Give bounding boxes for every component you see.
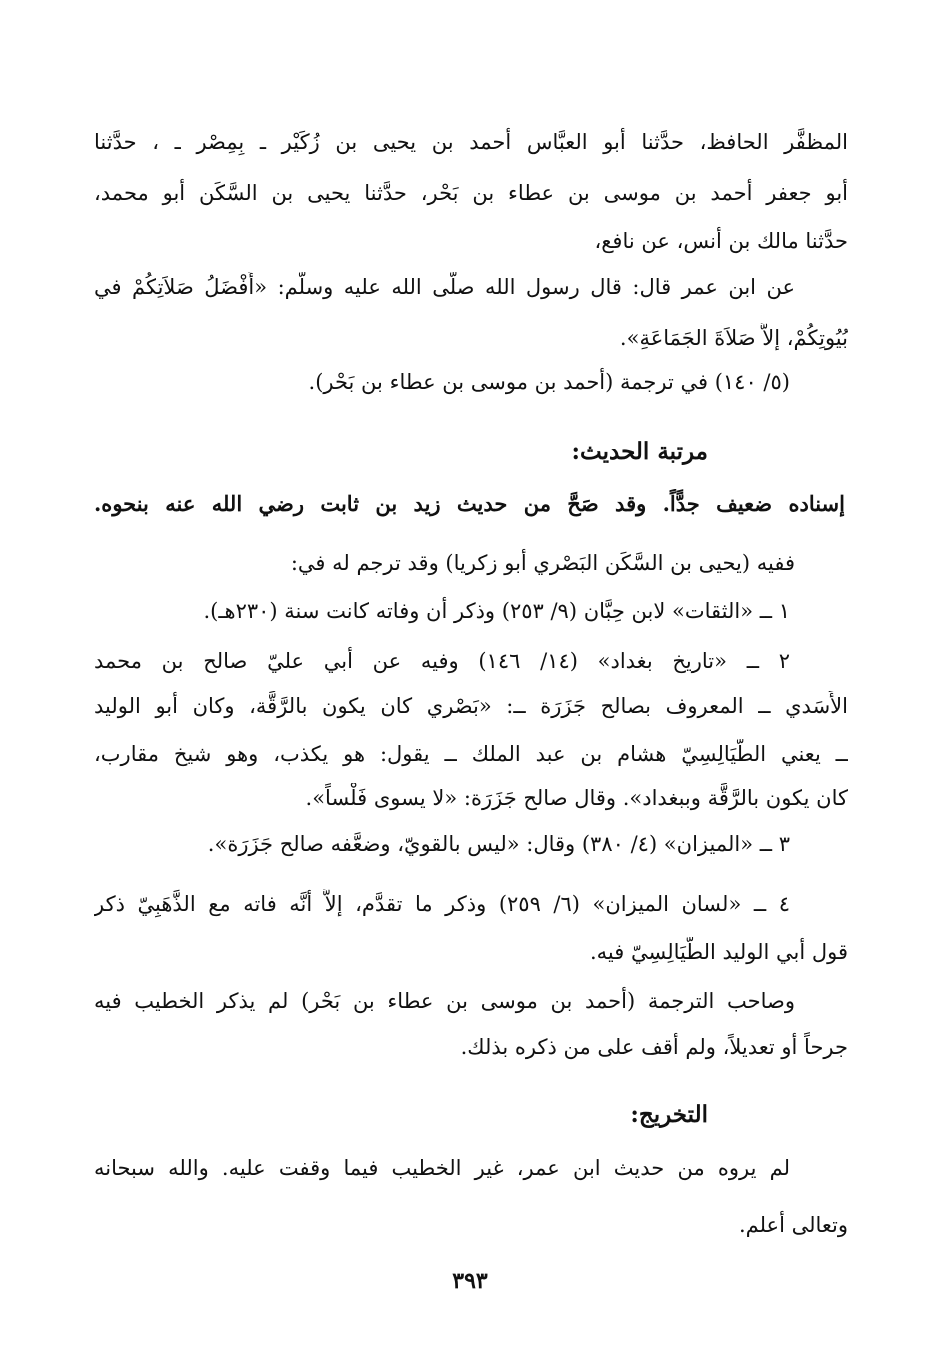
text-line: كان يكون بالرَّقَّة وببغداد». وقال صالح جَزَرَة: «لا يسوى فَلْساً». bbox=[305, 786, 848, 810]
text-line: جرحاً أو تعديلاً، ولم أقف على من ذكره بذلك. bbox=[460, 1035, 848, 1059]
list-item: ٤ ــ «لسان الميزان» (٦/ ٢٥٩) وذكر ما تقدَّم، إلاَّ أنَّه فاته مع الذَّهَبِيّ ذكر bbox=[94, 892, 790, 916]
text-line: لم يروه من حديث ابن عمر، غير الخطيب فيما وقفت عليه. والله سبحانه bbox=[94, 1156, 790, 1180]
page-number: ٣٩٣ bbox=[452, 1268, 488, 1294]
text-line: ففيه (يحيى بن السَّكَن البَصْري أبو زكريا) وقد ترجم له في: bbox=[290, 551, 795, 575]
source-reference: (٥/ ١٤٠) في ترجمة (أحمد بن موسى بن عطاء بن بَحْر). bbox=[308, 370, 790, 394]
text-line: المظفَّر الحافظ، حدَّثنا أبو العبَّاس أحمد بن يحيى بن زُكَيْر ـ بِمِصْر ـ ، حدَّثنا bbox=[94, 130, 848, 154]
hadith-line: عن ابن عمر قال: قال رسول الله صلَّى الله عليه وسلَّم: «أَفْضَلُ صَلاَتِكُمْ في bbox=[94, 275, 795, 299]
text-line: وتعالى أعلم. bbox=[738, 1213, 848, 1237]
list-item: ٣ ــ «الميزان» (٤/ ٣٨٠) وقال: «ليس بالقويّ، وضعَّفه صالح جَزَرَة». bbox=[207, 832, 790, 856]
hadith-line: بُيُوتِكُمْ، إلاَّ صَلاَةَ الجَمَاعَةِ». bbox=[619, 326, 848, 350]
list-item: ٢ ــ «تاريخ بغداد» (١٤/ ١٤٦) وفيه عن أبي عليّ صالح بن محمد bbox=[94, 649, 790, 673]
grading-line: إسناده ضعيف جدًّاً. وقد صَحَّ من حديث زيد بن ثابت رضي الله عنه بنحوه. bbox=[94, 491, 845, 516]
text-line: ــ يعني الطَّيَالِسِيّ هشام بن عبد الملك ــ يقول: هو يكذب، وهو شيخ مقارب، bbox=[94, 742, 848, 766]
list-item: ١ ــ «الثقات» لابن حِبَّان (٩/ ٢٥٣) وذكر أن وفاته كانت سنة (٢٣٠هـ). bbox=[203, 599, 790, 623]
section-heading-takhrij: التخريج: bbox=[630, 1101, 708, 1128]
text-line: الأَسَدي ــ المعروف بصالح جَزَرَة ــ: «بَصْري كان يكون بالرَّقَّة، وكان أبو الوليد bbox=[94, 694, 848, 718]
text-line: قول أبي الوليد الطَّيَالِسِيّ فيه. bbox=[589, 940, 848, 964]
text-line: أبو جعفر أحمد بن موسى بن عطاء بن بَحْر، حدَّثنا يحيى بن السَّكَن أبو محمد، bbox=[94, 181, 848, 205]
text-line: حدَّثنا مالك بن أنس، عن نافع، bbox=[594, 229, 848, 253]
text-line: وصاحب الترجمة (أحمد بن موسى بن عطاء بن بَحْر) لم يذكر الخطيب فيه bbox=[94, 989, 795, 1013]
section-heading-rank: مرتبة الحديث: bbox=[571, 438, 708, 465]
